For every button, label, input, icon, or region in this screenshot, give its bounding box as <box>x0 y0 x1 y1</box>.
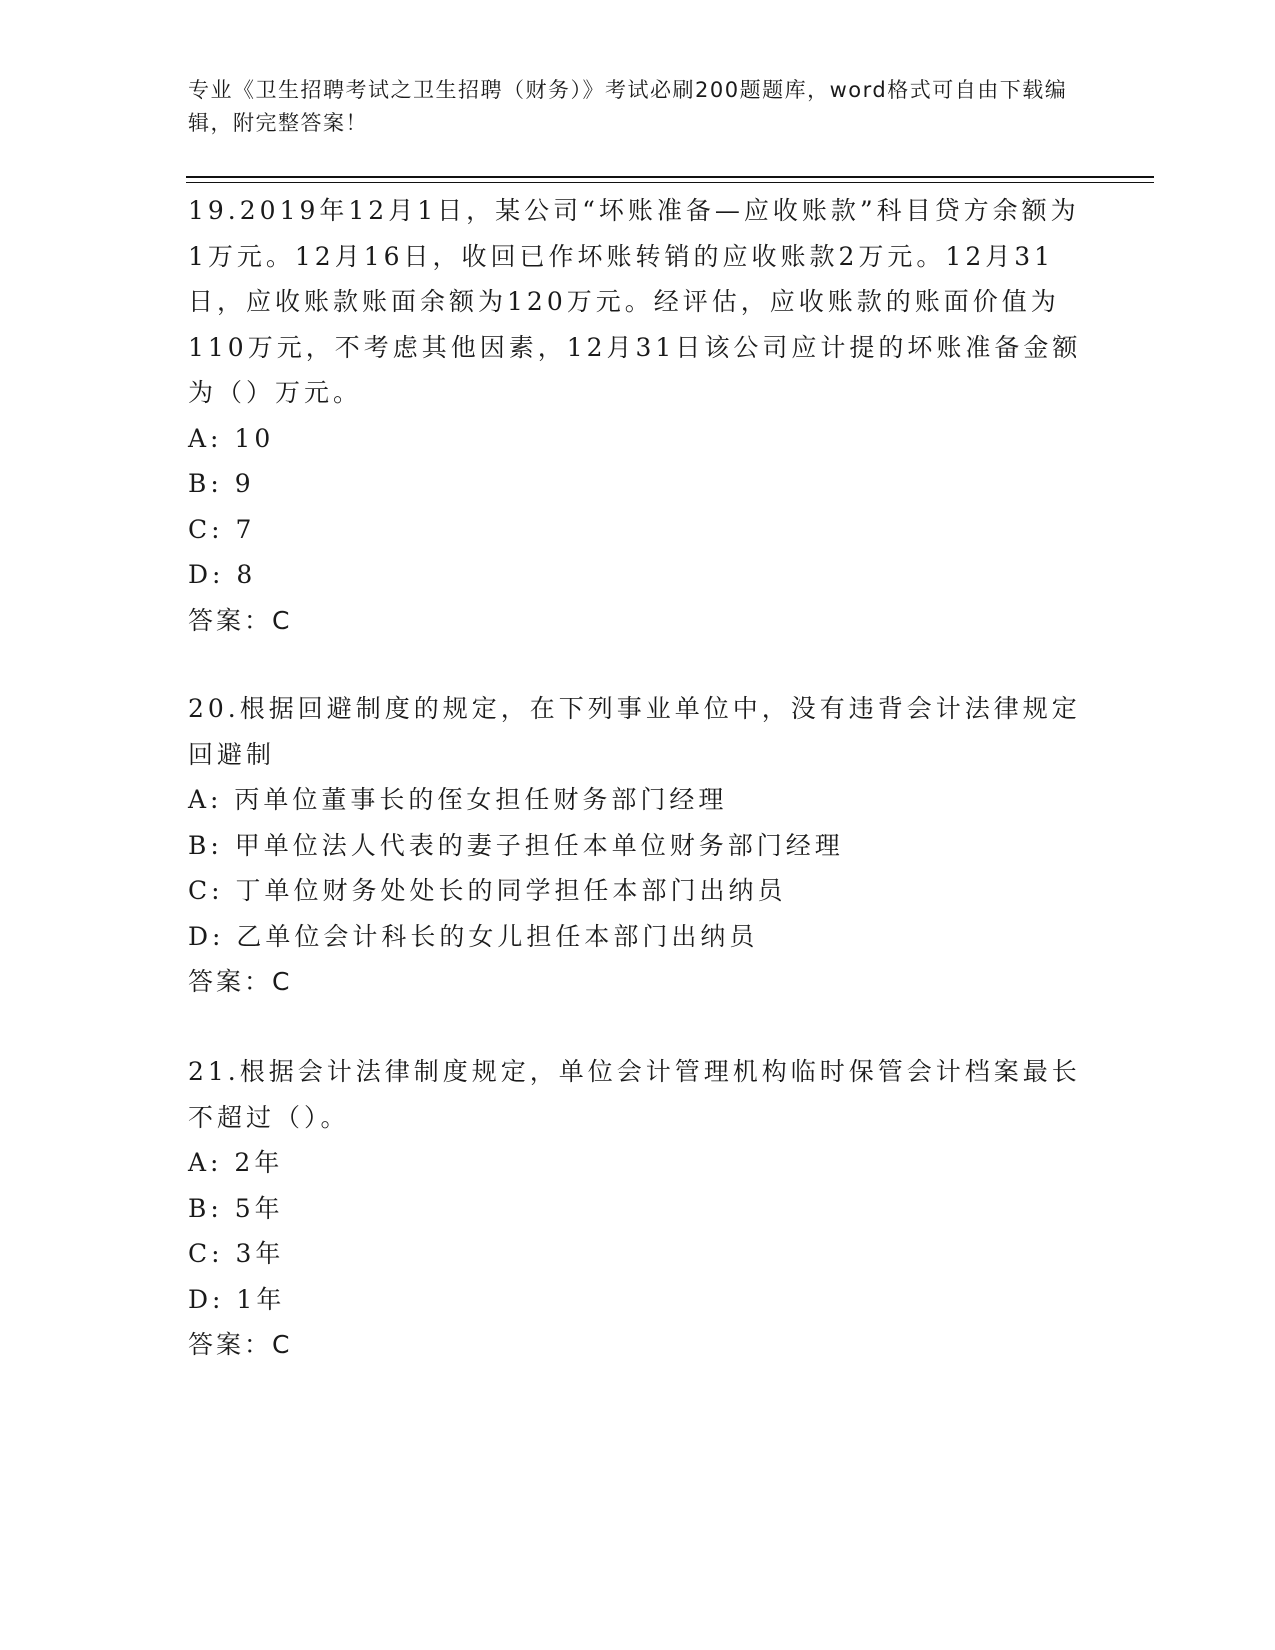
question-text: 20.根据回避制度的规定，在下列事业单位中，没有违背会计法律规定回避制 <box>188 694 1081 769</box>
question-19 <box>188 188 1088 643</box>
option-b: B: 甲单位法人代表的妻子担任本单位财务部门经理 <box>188 830 844 860</box>
option-b: B: 9 <box>188 469 255 498</box>
answer-line: 答案：C <box>188 605 293 635</box>
option-a: A: 10 <box>188 423 275 453</box>
option-a: A: 2年 <box>188 1148 284 1177</box>
option-c: C: 7 <box>188 514 256 544</box>
option-d: D: 1年 <box>188 1284 286 1314</box>
option-d: D: 8 <box>188 560 257 589</box>
option-d: D: 乙单位会计科长的女儿担任本部门出纳员 <box>188 921 759 951</box>
option-b: B: 5年 <box>188 1193 284 1223</box>
answer-line: 答案：C <box>188 1330 293 1359</box>
document-header: 专业《卫生招聘考试之卫生招聘（财务）》考试必刷200题题库，word格式可自由下载编辑，附完整答案！ <box>188 78 1068 135</box>
question-21 <box>188 1049 1088 1368</box>
question-text: 19.2019年12月1日，某公司“坏账准备—应收账款”科目贷方余额为1万元。12月16日，收回已作坏账转销的应收账款2万元。12月31日，应收账款账面余额为120万元。经评估，应收账款的账面价值为110万元，不考虑其他因素，12月31日该公司应计提的坏账准备金额为（）万元。 <box>188 196 1082 407</box>
option-c: C: 丁单位财务处处长的同学担任本部门出纳员 <box>188 876 787 905</box>
header-divider-thin <box>186 182 1154 183</box>
question-text: 21.根据会计法律制度规定，单位会计管理机构临时保管会计档案最长不超过（）。 <box>188 1057 1081 1132</box>
header-divider-thick <box>186 176 1154 178</box>
option-c: C: 3年 <box>188 1239 285 1268</box>
answer-line: 答案：C <box>188 967 293 996</box>
question-20 <box>188 686 1088 1005</box>
option-a: A: 丙单位董事长的侄女担任财务部门经理 <box>188 785 728 814</box>
